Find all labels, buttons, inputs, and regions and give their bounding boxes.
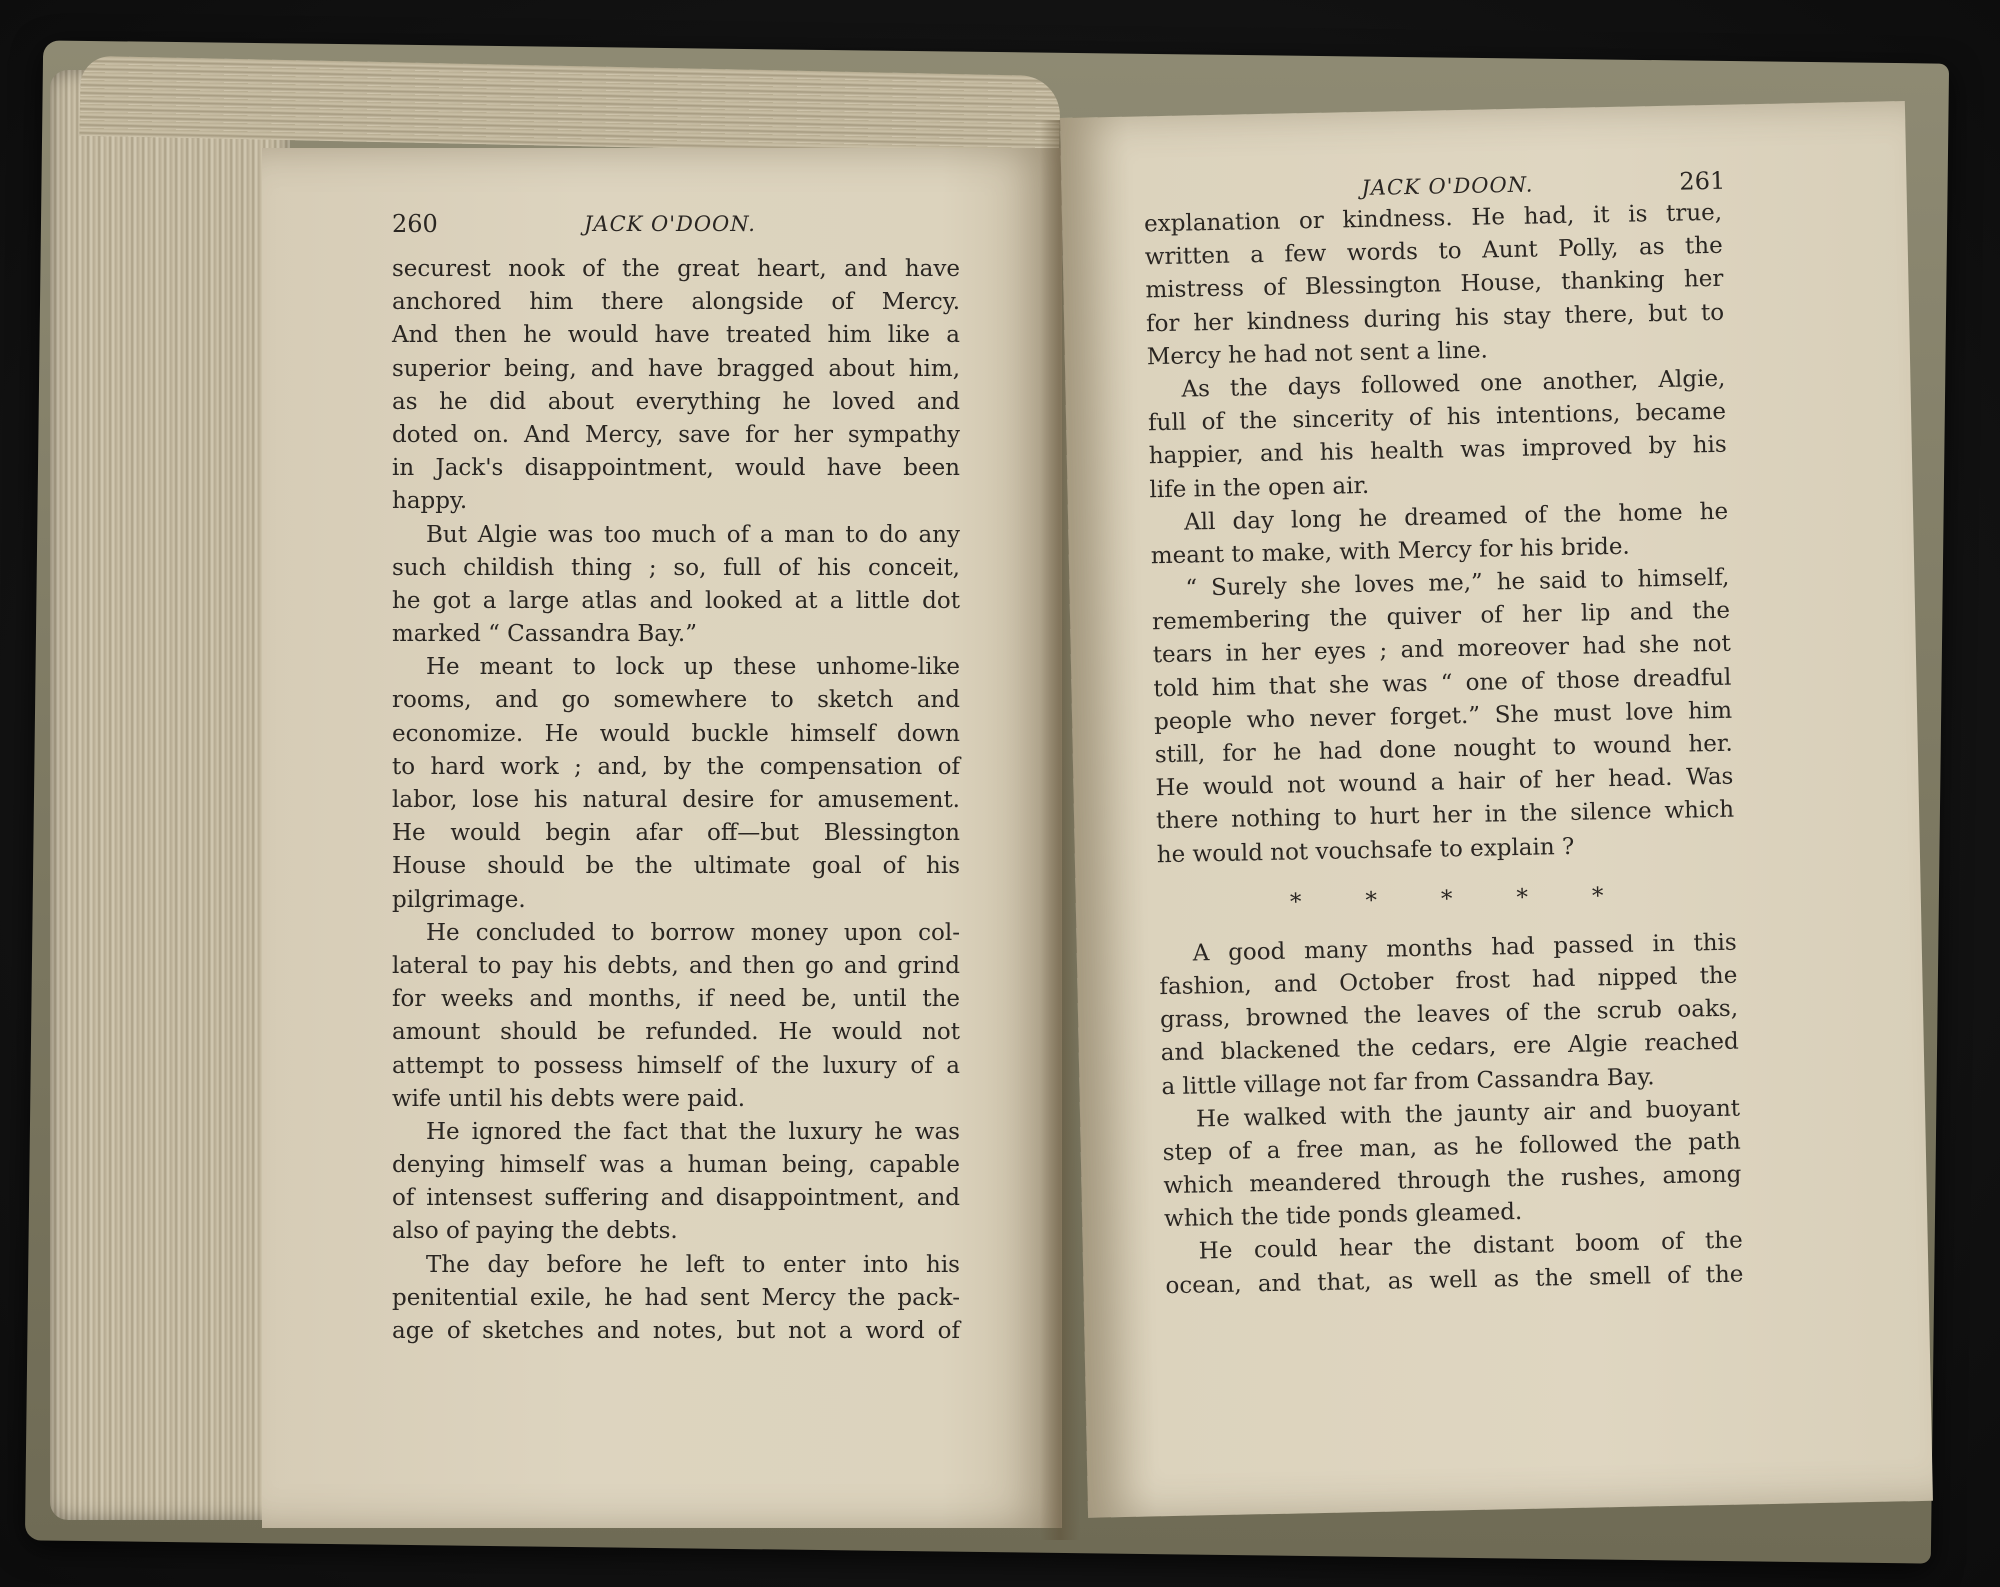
text-line: happy. <box>392 488 468 515</box>
text-line: remembering the quiver of her lip and the <box>1151 597 1731 636</box>
text-line: explanation or kindness. He had, it is true, <box>1143 199 1723 238</box>
text-line: written a few words to Aunt Polly, as the <box>1144 232 1723 271</box>
text-line: full of the sincerity of his intentions, became <box>1147 398 1727 437</box>
section-break <box>1157 860 1736 938</box>
text-line: attempt to possess himself of the luxury of a <box>392 1052 960 1079</box>
text-line: House should be the ultimate goal of his <box>392 853 960 880</box>
text-line: labor, lose his natural desire for amusement. <box>392 787 960 813</box>
text-line: superior being, and have bragged about him, <box>392 355 960 382</box>
left-page-number: 260 <box>392 210 438 238</box>
text-line: people who never forget.” She must love him <box>1153 697 1733 736</box>
text-line: there nothing to hurt her in the silence which <box>1155 796 1735 835</box>
right-text-before-break <box>1144 197 1735 872</box>
text-line: fashion, and October frost had nipped the <box>1159 962 1738 1001</box>
text-line: A good many months had passed in this <box>1192 929 1737 967</box>
text-line: marked “ Cassandra Bay.” <box>392 621 697 648</box>
text-line: a little village not far from Cassandra Bay. <box>1161 1063 1655 1100</box>
text-line: But Algie was too much of a man to do any <box>426 521 960 548</box>
text-line: rooms, and go somewhere to sketch and <box>392 687 960 714</box>
text-line: denying himself was a human being, capable <box>392 1152 960 1179</box>
right-text-after-break <box>1158 926 1743 1303</box>
text-line: The day before he left to enter into his <box>426 1251 960 1278</box>
asterisk: * <box>1365 887 1378 914</box>
text-line: All day long he dreamed of the home he <box>1183 498 1729 536</box>
text-line: also of paying the debts. <box>392 1218 678 1245</box>
text-line: economize. He would buckle himself down <box>392 720 960 747</box>
text-line: for weeks and months, if need be, until the <box>392 986 960 1013</box>
text-line: told him that she was “ one of those dreadful <box>1153 664 1732 702</box>
text-line: penitential exile, he had sent Mercy the pack- <box>392 1284 960 1311</box>
text-line: anchored him there alongside of Mercy. <box>392 289 960 316</box>
text-line: step of a free man, as he followed the path <box>1162 1128 1741 1167</box>
text-line: to hard work ; and, by the compensation of <box>392 753 960 780</box>
text-line: happier, and his health was improved by his <box>1148 432 1727 470</box>
left-page-text <box>392 253 960 1348</box>
text-line: as he did about everything he loved and <box>392 388 960 415</box>
asterisk: * <box>1440 886 1453 913</box>
text-line: He meant to lock up these unhome-like <box>426 654 960 681</box>
text-line: such childish thing ; so, full of his conceit, <box>392 554 960 581</box>
right-running-title: JACK O'DOON. <box>1361 172 1534 200</box>
text-line: life in the open air. <box>1149 472 1370 503</box>
text-line: He concluded to borrow money upon col- <box>426 919 960 946</box>
text-line: grass, browned the leaves of the scrub oaks, <box>1159 995 1739 1034</box>
left-page <box>262 148 1062 1528</box>
asterisk: * <box>1516 884 1529 911</box>
text-line: which meandered through the rushes, among <box>1163 1161 1742 1200</box>
text-line: still, for he had done nought to wound her. <box>1154 730 1733 769</box>
text-line: securest nook of the great heart, and have <box>392 256 960 282</box>
text-line: Mercy he had not sent a line. <box>1146 337 1489 371</box>
asterisk: * <box>1289 889 1302 916</box>
text-line: of intensest suffering and disappointment, and <box>392 1185 960 1212</box>
text-line: ocean, and that, as well as the smell of the <box>1165 1261 1744 1299</box>
text-line: in Jack's disappointment, would have been <box>392 455 960 482</box>
right-page <box>1060 101 1933 1518</box>
text-line: amount should be refunded. He would not <box>392 1019 960 1046</box>
text-line: lateral to pay his debts, and then go and grind <box>392 952 960 979</box>
asterisk: * <box>1591 883 1604 910</box>
text-line: “ Surely she loves me,” he said to himself, <box>1185 564 1730 602</box>
text-line: and blackened the cedars, ere Algie reached <box>1160 1028 1739 1067</box>
text-line: for her kindness during his stay there, but to <box>1145 299 1725 337</box>
text-line: He would begin afar off—but Blessington <box>392 820 960 847</box>
text-line: he would not vouchsafe to explain ? <box>1156 833 1575 868</box>
text-line: mistress of Blessington House, thanking her <box>1145 266 1724 304</box>
left-running-title: JACK O'DOON. <box>584 212 756 236</box>
right-page-text <box>1144 197 1744 1303</box>
text-line: As the days followed one another, Algie, <box>1181 365 1726 403</box>
text-line: doted on. And Mercy, save for her sympathy <box>392 421 960 448</box>
right-page-number: 261 <box>1679 166 1726 196</box>
text-line: age of sketches and notes, but not a word of <box>392 1318 960 1344</box>
text-line: He walked with the jaunty air and buoyant <box>1195 1095 1741 1133</box>
text-line: he got a large atlas and looked at a little dot <box>392 587 960 614</box>
text-line: tears in her eyes ; and moreover had she not <box>1152 631 1731 669</box>
text-line: pilgrimage. <box>392 886 526 913</box>
left-page-header <box>262 210 1062 246</box>
text-line: He ignored the fact that the luxury he was <box>426 1118 960 1145</box>
text-line: meant to make, with Mercy for his bride. <box>1150 533 1630 570</box>
text-line: wife until his debts were paid. <box>392 1085 746 1112</box>
text-line: He could hear the distant boom of the <box>1198 1227 1743 1265</box>
text-line: He would not wound a hair of her head. Was <box>1155 763 1734 802</box>
text-line: which the tide ponds gleamed. <box>1163 1199 1523 1233</box>
text-line: And then he would have treated him like a <box>392 322 960 349</box>
page-edges-left <box>50 70 290 1520</box>
